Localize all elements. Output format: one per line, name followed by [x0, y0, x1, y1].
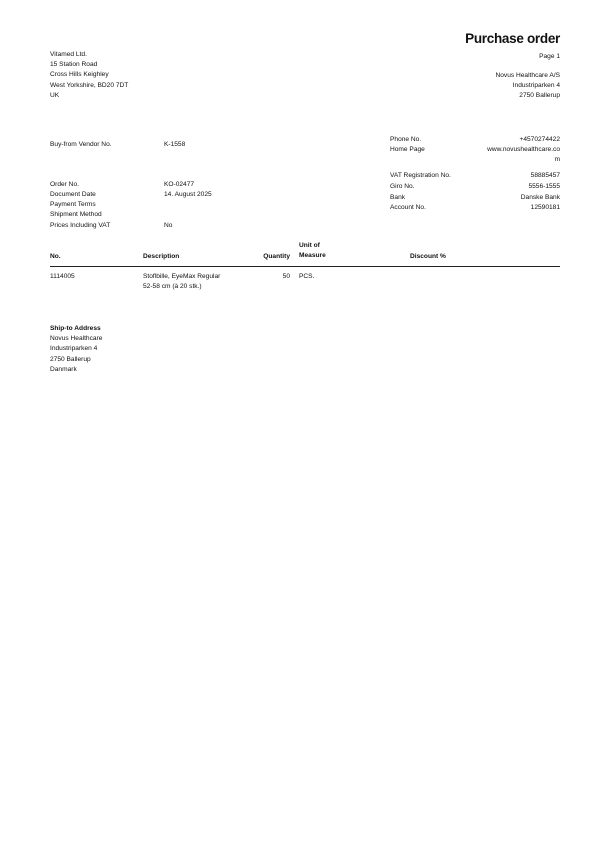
column-header-uom-line1: Unit of: [299, 242, 320, 249]
recipient-address: [495, 71, 560, 102]
vat-registration-label: VAT Registration No.: [390, 172, 451, 179]
row-item-uom: PCS.: [299, 273, 315, 280]
order-no-label: Order No.: [50, 181, 79, 188]
giro-label: Giro No.: [390, 183, 415, 190]
page-number: Page 1: [539, 53, 560, 60]
bank-label: Bank: [390, 194, 406, 201]
prices-incl-vat-label: Prices Including VAT: [50, 222, 111, 229]
recipient-line: Industriparken 4: [512, 82, 560, 90]
vendor-value: K-1558: [164, 141, 186, 148]
home-page-value-wrap: m: [554, 156, 560, 163]
shipment-method-label: Shipment Method: [50, 211, 102, 218]
sender-line: Cross Hills Keighley: [50, 71, 109, 79]
phone-label: Phone No.: [390, 136, 422, 143]
account-label: Account No.: [390, 204, 426, 211]
column-header-description: Description: [143, 253, 180, 260]
column-header-discount: Discount %: [410, 253, 446, 260]
document-date-value: 14. August 2025: [164, 191, 212, 198]
payment-terms-label: Payment Terms: [50, 201, 96, 208]
row-description-line1: Stoflbille, EyeMax Regular: [143, 273, 221, 280]
giro-value: 5556-1555: [528, 183, 560, 190]
ship-to-line: Novus Healthcare: [50, 335, 103, 343]
order-no-value: KO-02477: [164, 181, 195, 188]
vendor-label: Buy-from Vendor No.: [50, 141, 112, 148]
sender-line: Vitamed Ltd.: [50, 51, 87, 58]
recipient-line: Novus Healthcare A/S: [495, 72, 560, 79]
vat-registration-value: 58885457: [530, 172, 560, 179]
ship-to-line: Industriparken 4: [50, 345, 98, 353]
row-item-quantity: 50: [282, 273, 290, 280]
column-header-uom: [299, 241, 326, 261]
recipient-line: 2750 Ballerup: [519, 92, 560, 100]
row-description-line2: 52-58 cm (à 20 stk.): [143, 283, 202, 291]
column-header-uom-line2: Measure: [299, 252, 326, 260]
document-title: Purchase order: [465, 31, 560, 46]
column-header-no: No.: [50, 253, 61, 260]
row-item-no: 1114005: [50, 273, 75, 280]
sender-line: UK: [50, 91, 60, 99]
prices-incl-vat-value: No: [164, 222, 173, 229]
sender-address: [50, 50, 128, 101]
account-value: 12590181: [530, 204, 560, 211]
sender-line: 15 Station Road: [50, 61, 98, 69]
ship-to-line: Danmark: [50, 365, 77, 373]
ship-to-heading: Ship-to Address: [50, 325, 101, 332]
column-header-quantity: Quantity: [263, 253, 290, 260]
table-header-divider: [50, 266, 560, 267]
home-page-value: www.novushealthcare.co: [487, 146, 560, 153]
phone-value: +4570274422: [519, 136, 560, 143]
ship-to-line: 2750 Ballerup: [50, 355, 91, 363]
row-item-description: [143, 272, 220, 292]
home-page-label: Home Page: [390, 146, 425, 153]
bank-value: Danske Bank: [520, 194, 560, 201]
document-date-label: Document Date: [50, 191, 96, 198]
ship-to-address: [50, 324, 102, 375]
sender-line: West Yorkshire, BD20 7DT: [50, 81, 129, 89]
